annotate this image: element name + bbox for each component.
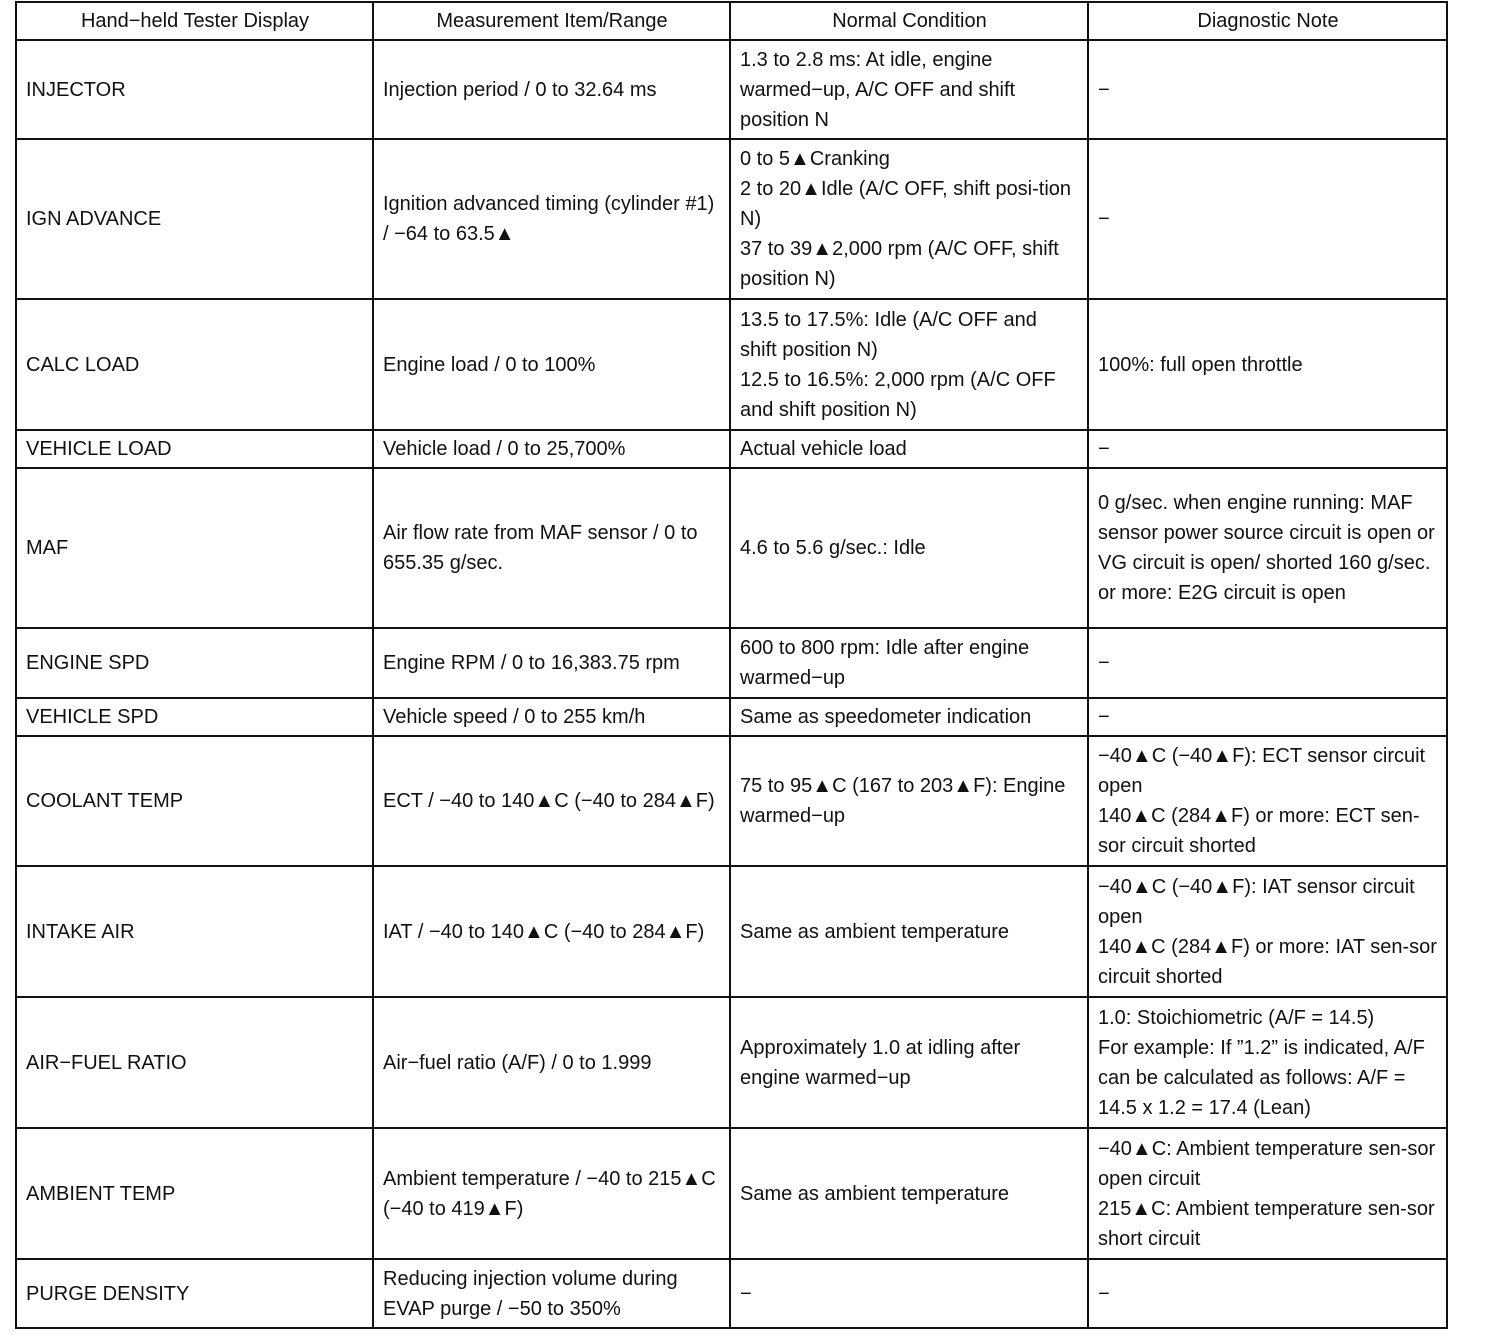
cell-line: Approximately 1.0 at idling after engine warmed−up xyxy=(740,1036,1026,1089)
table-row xyxy=(16,139,1447,299)
cell-line: 12.5 to 16.5%: 2,000 rpm (A/C OFF and shift position N) xyxy=(740,368,1062,421)
cell-line: Ignition advanced timing (cylinder #1) / −64 to 63.5▲ xyxy=(383,193,720,245)
cell-line: 140▲C (284▲F) or more: ECT sen-sor circuit shorted xyxy=(1098,805,1420,857)
cell-line: 600 to 800 rpm: Idle after engine warmed−up xyxy=(740,637,1035,689)
header-measurement-item: Measurement Item/Range xyxy=(373,2,730,40)
cell-line: Same as ambient temperature xyxy=(740,920,1010,943)
cell-line: Same as ambient temperature xyxy=(740,1182,1010,1205)
cell-diagnostic-note xyxy=(1088,430,1447,468)
cell-line: −40▲C: Ambient temperature sen-sor open circuit xyxy=(1098,1137,1441,1190)
cell-line: Vehicle load / 0 to 25,700% xyxy=(383,438,626,460)
cell-normal-condition xyxy=(730,1128,1088,1259)
cell-normal-condition xyxy=(730,997,1088,1128)
cell-line: −40▲C (−40▲F): ECT sensor circuit open xyxy=(1098,745,1431,797)
cell-line: 2 to 20▲Idle (A/C OFF, shift posi-tion N) xyxy=(740,178,1077,230)
cell-line: − xyxy=(740,1282,752,1305)
table-row xyxy=(16,736,1447,866)
cell-line: Actual vehicle load xyxy=(740,438,907,460)
table-row xyxy=(16,997,1447,1128)
cell-measurement xyxy=(373,736,730,866)
cell-measurement xyxy=(373,430,730,468)
table-body xyxy=(16,40,1447,1328)
cell-line: Vehicle speed / 0 to 255 km/h xyxy=(383,706,646,728)
cell-measurement xyxy=(373,1128,730,1259)
diagnostic-data-table xyxy=(15,1,1448,1329)
cell-diagnostic-note xyxy=(1088,139,1447,299)
cell-line: 13.5 to 17.5%: Idle (A/C OFF and shift position N) xyxy=(740,308,1043,361)
cell-diagnostic-note xyxy=(1088,997,1447,1128)
cell-line: 0 g/sec. when engine running: MAF sensor power source circuit is open or VG circuit is open/ shorted 160 g/sec. or more: E2G circuit is open xyxy=(1098,492,1441,604)
cell-normal-condition xyxy=(730,40,1088,139)
cell-diagnostic-note xyxy=(1088,299,1447,430)
cell-line: 0 to 5▲Cranking xyxy=(740,148,890,170)
cell-normal-condition xyxy=(730,299,1088,430)
table-row xyxy=(16,468,1447,628)
cell-line: − xyxy=(1098,1282,1110,1305)
header-tester-display: Hand−held Tester Display xyxy=(16,2,373,40)
cell-line: 100%: full open throttle xyxy=(1098,353,1303,376)
cell-normal-condition xyxy=(730,628,1088,698)
cell-line: Injection period / 0 to 32.64 ms xyxy=(383,78,657,101)
table-row xyxy=(16,1128,1447,1259)
cell-line: ECT / −40 to 140▲C (−40 to 284▲F) xyxy=(383,790,715,812)
cell-line: Air−fuel ratio (A/F) / 0 to 1.999 xyxy=(383,1051,652,1074)
cell-tester-display: ENGINE SPD xyxy=(16,628,373,698)
cell-measurement xyxy=(373,299,730,430)
cell-tester-display: VEHICLE SPD xyxy=(16,698,373,736)
cell-measurement xyxy=(373,139,730,299)
cell-normal-condition xyxy=(730,139,1088,299)
cell-tester-display: MAF xyxy=(16,468,373,628)
cell-diagnostic-note xyxy=(1088,736,1447,866)
cell-normal-condition xyxy=(730,736,1088,866)
table-row xyxy=(16,628,1447,698)
cell-measurement xyxy=(373,1259,730,1328)
table-row xyxy=(16,866,1447,997)
cell-measurement xyxy=(373,997,730,1128)
cell-diagnostic-note xyxy=(1088,698,1447,736)
cell-measurement xyxy=(373,698,730,736)
cell-line: Reducing injection volume during EVAP purge / −50 to 350% xyxy=(383,1267,684,1320)
cell-normal-condition xyxy=(730,430,1088,468)
table-row xyxy=(16,40,1447,139)
cell-normal-condition xyxy=(730,866,1088,997)
cell-tester-display: PURGE DENSITY xyxy=(16,1259,373,1328)
cell-line: 75 to 95▲C (167 to 203▲F): Engine warmed−up xyxy=(740,775,1071,827)
cell-diagnostic-note xyxy=(1088,1259,1447,1328)
cell-normal-condition xyxy=(730,1259,1088,1328)
cell-diagnostic-note xyxy=(1088,866,1447,997)
header-row xyxy=(16,2,1447,40)
table-header xyxy=(16,2,1447,40)
header-normal-condition: Normal Condition xyxy=(730,2,1088,40)
cell-line: − xyxy=(1098,78,1110,101)
cell-line: Air flow rate from MAF sensor / 0 to 655.35 g/sec. xyxy=(383,522,704,574)
cell-measurement xyxy=(373,468,730,628)
cell-tester-display: VEHICLE LOAD xyxy=(16,430,373,468)
cell-measurement xyxy=(373,628,730,698)
cell-line: − xyxy=(1098,652,1110,674)
cell-diagnostic-note xyxy=(1088,40,1447,139)
table-row xyxy=(16,698,1447,736)
table-row xyxy=(16,1259,1447,1328)
cell-line: Engine RPM / 0 to 16,383.75 rpm xyxy=(383,652,680,674)
cell-measurement xyxy=(373,866,730,997)
cell-tester-display: AIR−FUEL RATIO xyxy=(16,997,373,1128)
cell-tester-display: CALC LOAD xyxy=(16,299,373,430)
cell-line: − xyxy=(1098,438,1110,460)
cell-line: − xyxy=(1098,208,1110,230)
cell-line: For example: If ”1.2” is indicated, A/F can be calculated as follows: A/F = 14.5 x 1.2 = 17.4 (Lean) xyxy=(1098,1036,1431,1119)
cell-tester-display: COOLANT TEMP xyxy=(16,736,373,866)
cell-line: 37 to 39▲2,000 rpm (A/C OFF, shift position N) xyxy=(740,238,1065,290)
cell-line: 215▲C: Ambient temperature sen-sor short circuit xyxy=(1098,1197,1441,1250)
cell-line: 1.3 to 2.8 ms: At idle, engine warmed−up, A/C OFF and shift position N xyxy=(740,48,1021,131)
cell-line: 1.0: Stoichiometric (A/F = 14.5) xyxy=(1098,1006,1375,1029)
cell-line: Same as speedometer indication xyxy=(740,706,1032,728)
table-row xyxy=(16,299,1447,430)
cell-line: 4.6 to 5.6 g/sec.: Idle xyxy=(740,537,926,559)
cell-normal-condition xyxy=(730,698,1088,736)
cell-measurement xyxy=(373,40,730,139)
table-row xyxy=(16,430,1447,468)
header-diagnostic-note: Diagnostic Note xyxy=(1088,2,1447,40)
cell-line: IAT / −40 to 140▲C (−40 to 284▲F) xyxy=(383,920,705,943)
cell-tester-display: AMBIENT TEMP xyxy=(16,1128,373,1259)
cell-line: Ambient temperature / −40 to 215▲C (−40 to 419▲F) xyxy=(383,1167,722,1220)
cell-line: 140▲C (284▲F) or more: IAT sen-sor circuit shorted xyxy=(1098,935,1443,988)
cell-normal-condition xyxy=(730,468,1088,628)
cell-diagnostic-note xyxy=(1088,468,1447,628)
cell-line: Engine load / 0 to 100% xyxy=(383,353,596,376)
cell-tester-display: INJECTOR xyxy=(16,40,373,139)
cell-diagnostic-note xyxy=(1088,628,1447,698)
cell-tester-display: IGN ADVANCE xyxy=(16,139,373,299)
cell-tester-display: INTAKE AIR xyxy=(16,866,373,997)
cell-diagnostic-note xyxy=(1088,1128,1447,1259)
cell-line: −40▲C (−40▲F): IAT sensor circuit open xyxy=(1098,875,1421,928)
cell-line: − xyxy=(1098,706,1110,728)
